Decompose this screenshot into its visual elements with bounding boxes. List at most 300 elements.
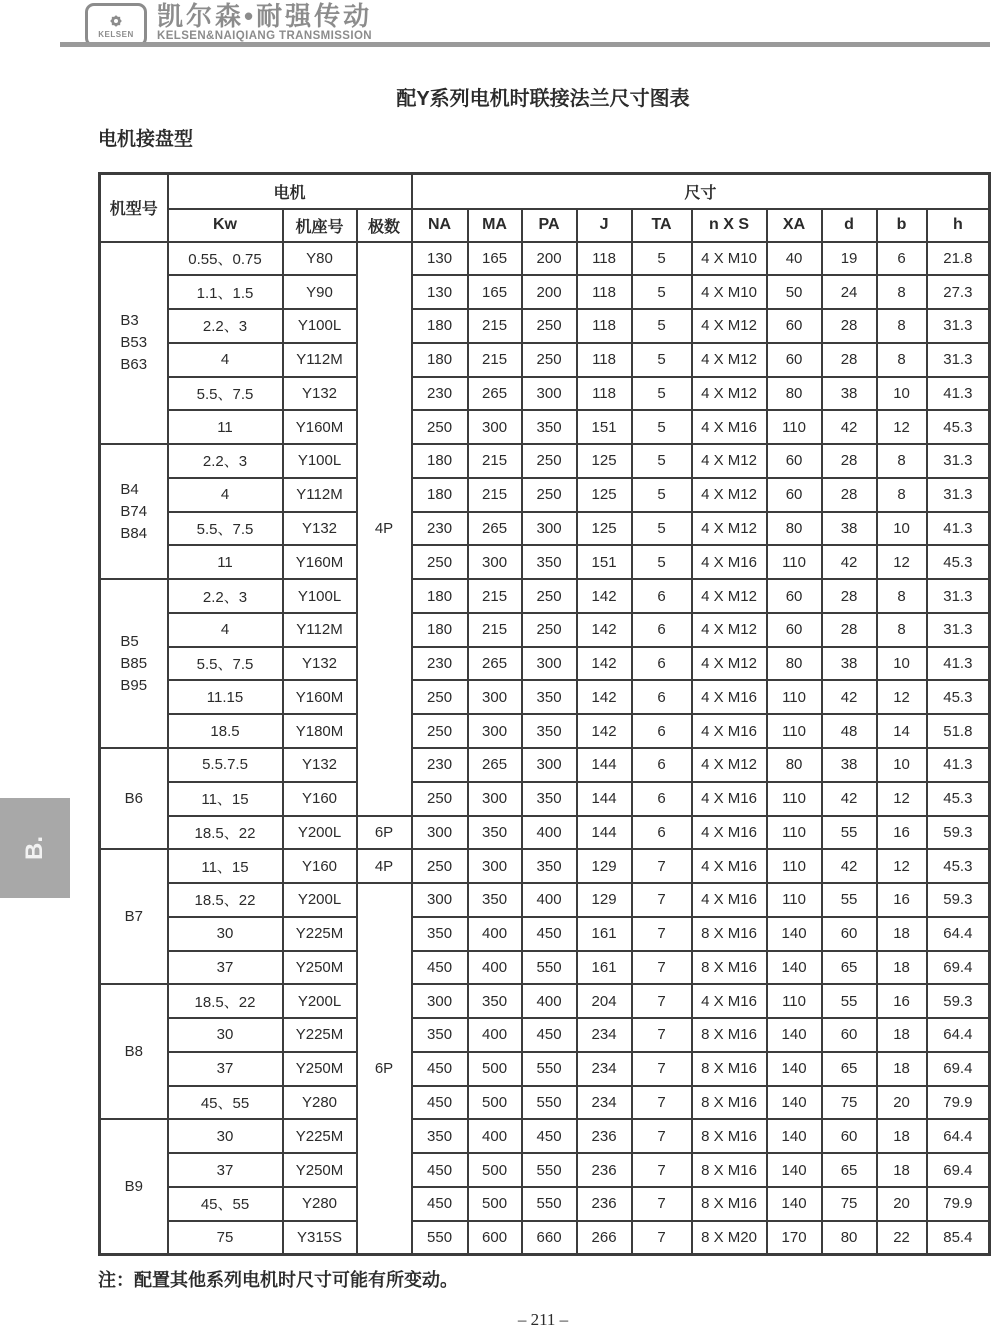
size-cell: 6: [632, 613, 692, 647]
model-line: B85: [120, 654, 148, 672]
size-cell: 8: [877, 343, 927, 377]
size-cell: 550: [522, 1187, 577, 1221]
size-cell: 234: [577, 1052, 632, 1086]
size-cell: 4 X M16: [692, 984, 767, 1018]
kw-cell: 45、55: [168, 1187, 283, 1221]
model-line: B4: [120, 480, 139, 498]
size-cell: 300: [522, 512, 577, 546]
kw-cell: 18.5: [168, 714, 283, 748]
size-cell: 18: [877, 1119, 927, 1153]
frame-cell: Y160M: [283, 545, 357, 579]
table-row: [100, 714, 990, 748]
size-cell: 16: [877, 984, 927, 1018]
model-cell: [100, 748, 168, 849]
size-cell: 450: [522, 1018, 577, 1052]
column-header: NA: [412, 209, 468, 242]
kw-cell: 5.5、7.5: [168, 512, 283, 546]
pole-count-cell: 4P: [357, 242, 412, 816]
size-cell: 500: [468, 1153, 522, 1187]
size-cell: 450: [412, 1086, 468, 1120]
size-cell: 4 X M16: [692, 816, 767, 850]
size-cell: 80: [767, 512, 822, 546]
size-cell: 230: [412, 647, 468, 681]
size-cell: 7: [632, 1187, 692, 1221]
size-cell: 142: [577, 647, 632, 681]
size-cell: 550: [412, 1221, 468, 1255]
size-cell: 4 X M12: [692, 478, 767, 512]
table-row: [100, 1187, 990, 1221]
size-cell: 350: [522, 680, 577, 714]
size-cell: 20: [877, 1086, 927, 1120]
table-row: [100, 1086, 990, 1120]
model-line: B63: [120, 355, 148, 373]
size-cell: 64.4: [927, 1018, 990, 1052]
header-divider: [60, 42, 990, 47]
kw-cell: 4: [168, 478, 283, 512]
size-cell: 45.3: [927, 545, 990, 579]
kw-cell: 11、15: [168, 782, 283, 816]
model-line: B6: [124, 789, 143, 807]
size-cell: 7: [632, 1052, 692, 1086]
size-cell: 8 X M16: [692, 1052, 767, 1086]
frame-cell: Y100L: [283, 309, 357, 343]
size-cell: 4 X M16: [692, 410, 767, 444]
column-header: n X S: [692, 209, 767, 242]
size-cell: 5: [632, 545, 692, 579]
size-cell: 12: [877, 410, 927, 444]
size-cell: 7: [632, 1086, 692, 1120]
size-cell: 4 X M10: [692, 242, 767, 276]
kw-cell: 11.15: [168, 680, 283, 714]
size-cell: 125: [577, 512, 632, 546]
size-cell: 28: [822, 309, 877, 343]
size-cell: 151: [577, 410, 632, 444]
size-cell: 4 X M10: [692, 275, 767, 309]
frame-cell: Y250M: [283, 951, 357, 985]
table-row: [100, 343, 990, 377]
size-cell: 300: [468, 849, 522, 883]
column-header: Kw: [168, 209, 283, 242]
table-row: [100, 410, 990, 444]
size-cell: 60: [822, 917, 877, 951]
size-cell: 300: [468, 680, 522, 714]
size-cell: 300: [412, 883, 468, 917]
model-line: B8: [124, 1042, 143, 1060]
frame-cell: Y132: [283, 512, 357, 546]
size-cell: 236: [577, 1119, 632, 1153]
size-cell: 350: [522, 782, 577, 816]
table-row: [100, 647, 990, 681]
size-cell: 660: [522, 1221, 577, 1255]
table-row: [100, 816, 990, 850]
size-cell: 110: [767, 680, 822, 714]
size-cell: 140: [767, 1187, 822, 1221]
model-cell: [100, 1119, 168, 1254]
size-cell: 28: [822, 579, 877, 613]
size-cell: 300: [412, 816, 468, 850]
size-cell: 250: [412, 680, 468, 714]
size-cell: 350: [468, 984, 522, 1018]
model-line: B3: [120, 311, 139, 329]
size-cell: 38: [822, 377, 877, 411]
size-cell: 550: [522, 951, 577, 985]
table-row: [100, 1052, 990, 1086]
size-cell: 110: [767, 984, 822, 1018]
footnote: 注：配置其他系列电机时尺寸可能有所变动。: [98, 1270, 458, 1290]
size-cell: 55: [822, 816, 877, 850]
size-cell: 59.3: [927, 883, 990, 917]
size-cell: 7: [632, 849, 692, 883]
size-cell: 350: [522, 849, 577, 883]
frame-cell: Y250M: [283, 1052, 357, 1086]
size-cell: 8 X M16: [692, 1119, 767, 1153]
size-cell: 6: [877, 242, 927, 276]
model-lines: [125, 1041, 143, 1063]
size-cell: 250: [412, 545, 468, 579]
kw-cell: 1.1、1.5: [168, 275, 283, 309]
size-cell: 69.4: [927, 951, 990, 985]
size-cell: 550: [522, 1086, 577, 1120]
size-cell: 500: [468, 1052, 522, 1086]
size-cell: 31.3: [927, 613, 990, 647]
kw-cell: 4: [168, 343, 283, 377]
size-cell: 4 X M12: [692, 444, 767, 478]
size-cell: 51.8: [927, 714, 990, 748]
size-cell: 48: [822, 714, 877, 748]
size-cell: 180: [412, 579, 468, 613]
kw-cell: 30: [168, 917, 283, 951]
model-lines: [120, 310, 147, 376]
frame-cell: Y250M: [283, 1153, 357, 1187]
size-cell: 142: [577, 714, 632, 748]
size-cell: 180: [412, 613, 468, 647]
size-cell: 31.3: [927, 343, 990, 377]
size-cell: 215: [468, 613, 522, 647]
size-cell: 80: [767, 377, 822, 411]
size-cell: 7: [632, 883, 692, 917]
size-cell: 60: [767, 444, 822, 478]
size-cell: 5: [632, 275, 692, 309]
size-cell: 350: [412, 1018, 468, 1052]
size-cell: 8: [877, 275, 927, 309]
size-cell: 8 X M16: [692, 917, 767, 951]
frame-cell: Y280: [283, 1187, 357, 1221]
size-cell: 60: [822, 1018, 877, 1052]
kw-cell: 0.55、0.75: [168, 242, 283, 276]
section-label: 电机接盘型: [98, 129, 194, 150]
kw-cell: 45、55: [168, 1086, 283, 1120]
pole-count-cell: 6P: [357, 816, 412, 850]
page-title: 配Y系列电机时联接法兰尺寸图表: [396, 88, 690, 110]
size-cell: 6: [632, 680, 692, 714]
size-cell: 165: [468, 242, 522, 276]
kw-cell: 37: [168, 1052, 283, 1086]
size-cell: 266: [577, 1221, 632, 1255]
size-cell: 65: [822, 1153, 877, 1187]
size-cell: 19: [822, 242, 877, 276]
size-cell: 250: [412, 849, 468, 883]
size-cell: 5: [632, 309, 692, 343]
size-cell: 236: [577, 1187, 632, 1221]
size-cell: 5: [632, 444, 692, 478]
brand-name-cn: 凯尔森•耐强传动: [157, 1, 373, 31]
size-cell: 75: [822, 1187, 877, 1221]
size-cell: 65: [822, 1052, 877, 1086]
model-line: B74: [120, 502, 148, 520]
size-cell: 31.3: [927, 309, 990, 343]
pole-count-cell: 6P: [357, 883, 412, 1254]
size-cell: 118: [577, 242, 632, 276]
size-cell: 8 X M16: [692, 1187, 767, 1221]
size-cell: 118: [577, 343, 632, 377]
frame-cell: Y112M: [283, 478, 357, 512]
table-row: [100, 512, 990, 546]
frame-cell: Y112M: [283, 343, 357, 377]
size-cell: 450: [522, 917, 577, 951]
model-line: B5: [120, 632, 139, 650]
size-cell: 64.4: [927, 917, 990, 951]
table-row: [100, 1221, 990, 1255]
table-row: [100, 849, 990, 883]
model-cell: [100, 242, 168, 445]
table-subheader-row: [100, 209, 990, 242]
kw-cell: 30: [168, 1119, 283, 1153]
size-cell: 144: [577, 816, 632, 850]
size-cell: 204: [577, 984, 632, 1018]
frame-cell: Y90: [283, 275, 357, 309]
size-cell: 5: [632, 343, 692, 377]
size-cell: 5: [632, 478, 692, 512]
size-cell: 140: [767, 1153, 822, 1187]
size-cell: 165: [468, 275, 522, 309]
size-cell: 45.3: [927, 782, 990, 816]
size-cell: 236: [577, 1153, 632, 1187]
size-cell: 6: [632, 748, 692, 782]
table-row: [100, 377, 990, 411]
size-cell: 300: [468, 714, 522, 748]
model-lines: [125, 1176, 143, 1198]
model-cell: [100, 579, 168, 748]
size-cell: 215: [468, 309, 522, 343]
size-cell: 12: [877, 782, 927, 816]
size-cell: 151: [577, 545, 632, 579]
model-cell: [100, 984, 168, 1119]
kw-cell: 2.2、3: [168, 579, 283, 613]
size-cell: 60: [822, 1119, 877, 1153]
model-cell: [100, 849, 168, 984]
size-cell: 79.9: [927, 1187, 990, 1221]
pole-count-cell: 4P: [357, 849, 412, 883]
table-row: [100, 309, 990, 343]
size-cell: 350: [468, 816, 522, 850]
size-cell: 250: [412, 410, 468, 444]
size-cell: 41.3: [927, 748, 990, 782]
size-cell: 350: [522, 545, 577, 579]
size-cell: 110: [767, 545, 822, 579]
size-cell: 215: [468, 579, 522, 613]
size-cell: 28: [822, 613, 877, 647]
size-cell: 400: [468, 951, 522, 985]
size-cell: 200: [522, 242, 577, 276]
table-group-header-row: [100, 174, 990, 209]
size-cell: 4 X M12: [692, 377, 767, 411]
header-model-col: 机型号: [100, 174, 168, 242]
size-cell: 180: [412, 444, 468, 478]
size-cell: 118: [577, 309, 632, 343]
size-cell: 10: [877, 647, 927, 681]
size-cell: 180: [412, 478, 468, 512]
size-cell: 8 X M16: [692, 1086, 767, 1120]
frame-cell: Y160M: [283, 680, 357, 714]
size-cell: 110: [767, 849, 822, 883]
table-row: [100, 1153, 990, 1187]
model-lines: [125, 788, 143, 810]
brand-names: [157, 3, 372, 42]
size-cell: 18: [877, 1153, 927, 1187]
table-row: [100, 1018, 990, 1052]
size-cell: 6: [632, 782, 692, 816]
frame-cell: Y200L: [283, 883, 357, 917]
size-cell: 140: [767, 1086, 822, 1120]
column-header: MA: [468, 209, 522, 242]
size-cell: 7: [632, 1119, 692, 1153]
size-cell: 59.3: [927, 984, 990, 1018]
size-cell: 5: [632, 410, 692, 444]
size-cell: 41.3: [927, 377, 990, 411]
size-cell: 80: [767, 647, 822, 681]
frame-cell: Y315S: [283, 1221, 357, 1255]
size-cell: 450: [522, 1119, 577, 1153]
size-cell: 265: [468, 748, 522, 782]
size-cell: 450: [412, 1153, 468, 1187]
size-cell: 400: [522, 984, 577, 1018]
size-cell: 31.3: [927, 478, 990, 512]
model-line: B7: [124, 907, 143, 925]
size-cell: 230: [412, 377, 468, 411]
size-cell: 350: [412, 1119, 468, 1153]
size-cell: 250: [412, 714, 468, 748]
size-cell: 38: [822, 748, 877, 782]
size-cell: 80: [822, 1221, 877, 1255]
size-cell: 42: [822, 680, 877, 714]
size-cell: 110: [767, 410, 822, 444]
size-cell: 110: [767, 816, 822, 850]
size-cell: 10: [877, 748, 927, 782]
size-cell: 6: [632, 714, 692, 748]
size-cell: 4 X M12: [692, 647, 767, 681]
size-cell: 250: [522, 309, 577, 343]
frame-cell: Y200L: [283, 816, 357, 850]
size-cell: 142: [577, 613, 632, 647]
size-cell: 40: [767, 242, 822, 276]
model-lines: [125, 906, 143, 928]
size-cell: 4 X M16: [692, 782, 767, 816]
table-row: [100, 984, 990, 1018]
size-cell: 600: [468, 1221, 522, 1255]
side-tab-b: [0, 798, 70, 898]
size-cell: 18: [877, 1018, 927, 1052]
frame-cell: Y132: [283, 377, 357, 411]
size-cell: 28: [822, 343, 877, 377]
kw-cell: 75: [168, 1221, 283, 1255]
size-cell: 8 X M16: [692, 951, 767, 985]
size-cell: 27.3: [927, 275, 990, 309]
size-cell: 42: [822, 410, 877, 444]
kw-cell: 2.2、3: [168, 444, 283, 478]
size-cell: 200: [522, 275, 577, 309]
size-cell: 118: [577, 275, 632, 309]
size-cell: 42: [822, 782, 877, 816]
size-cell: 140: [767, 1018, 822, 1052]
frame-cell: Y180M: [283, 714, 357, 748]
size-cell: 7: [632, 1153, 692, 1187]
size-cell: 300: [522, 748, 577, 782]
size-cell: 38: [822, 647, 877, 681]
size-cell: 234: [577, 1018, 632, 1052]
kw-cell: 18.5、22: [168, 984, 283, 1018]
size-cell: 230: [412, 512, 468, 546]
frame-cell: Y132: [283, 748, 357, 782]
size-cell: 215: [468, 444, 522, 478]
size-cell: 8 X M16: [692, 1018, 767, 1052]
size-cell: 215: [468, 478, 522, 512]
size-cell: 31.3: [927, 444, 990, 478]
size-cell: 5: [632, 242, 692, 276]
frame-cell: Y225M: [283, 917, 357, 951]
size-cell: 38: [822, 512, 877, 546]
table-row: [100, 545, 990, 579]
size-cell: 129: [577, 849, 632, 883]
size-cell: 161: [577, 917, 632, 951]
model-line: B84: [120, 524, 148, 542]
size-cell: 41.3: [927, 512, 990, 546]
size-cell: 450: [412, 1187, 468, 1221]
size-cell: 265: [468, 512, 522, 546]
table-row: [100, 444, 990, 478]
size-cell: 8: [877, 309, 927, 343]
size-cell: 230: [412, 748, 468, 782]
size-cell: 59.3: [927, 816, 990, 850]
model-line: B95: [120, 676, 148, 694]
size-cell: 16: [877, 883, 927, 917]
size-cell: 125: [577, 478, 632, 512]
size-cell: 110: [767, 714, 822, 748]
size-cell: 300: [412, 984, 468, 1018]
size-cell: 110: [767, 782, 822, 816]
kw-cell: 11: [168, 545, 283, 579]
size-cell: 60: [767, 579, 822, 613]
column-header: XA: [767, 209, 822, 242]
model-lines: [120, 479, 147, 545]
size-cell: 60: [767, 613, 822, 647]
kw-cell: 2.2、3: [168, 309, 283, 343]
size-cell: 250: [522, 613, 577, 647]
column-header: J: [577, 209, 632, 242]
size-cell: 69.4: [927, 1052, 990, 1086]
side-tab-label: B.: [21, 836, 48, 860]
size-cell: 60: [767, 309, 822, 343]
size-cell: 55: [822, 883, 877, 917]
size-cell: 28: [822, 444, 877, 478]
table-row: [100, 782, 990, 816]
frame-cell: Y100L: [283, 579, 357, 613]
header-size-group: 尺寸: [412, 174, 990, 209]
size-cell: 130: [412, 242, 468, 276]
brand-badge-text: KELSEN: [98, 30, 134, 39]
size-cell: 85.4: [927, 1221, 990, 1255]
size-cell: 140: [767, 917, 822, 951]
size-cell: 4 X M16: [692, 714, 767, 748]
